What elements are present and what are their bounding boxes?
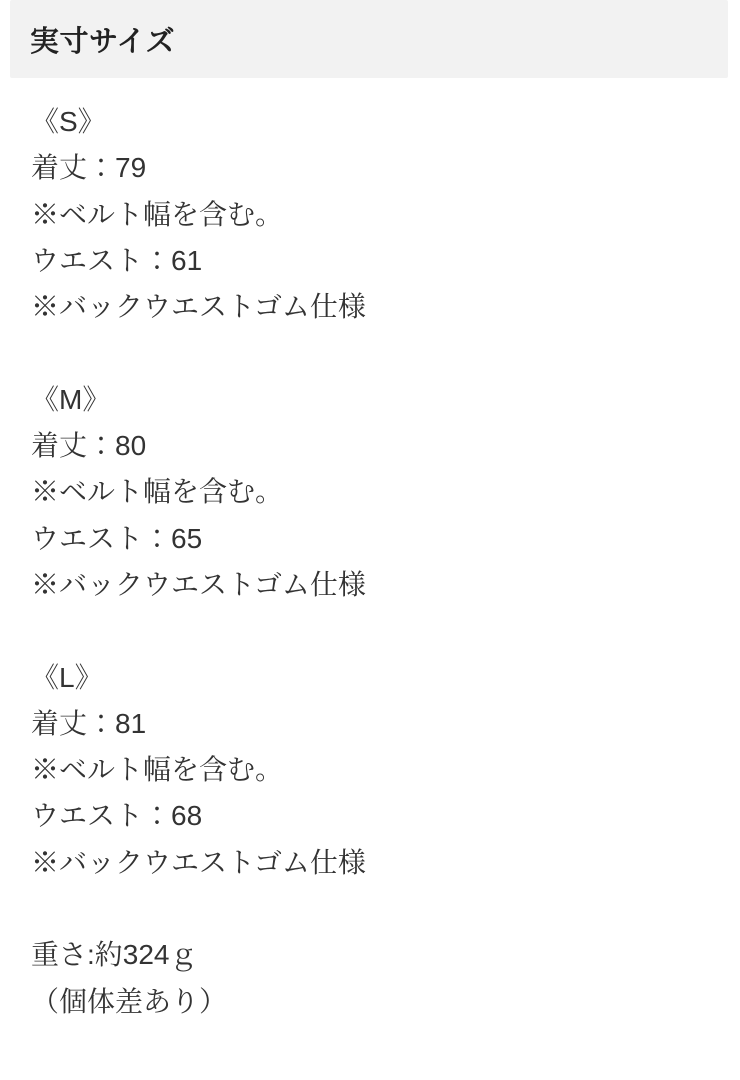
length-line: 着丈：79 bbox=[31, 152, 147, 184]
size-block-l bbox=[31, 655, 720, 886]
weight-note-line: （個体差あり） bbox=[31, 985, 228, 1017]
length-line: 着丈：81 bbox=[31, 707, 147, 739]
length-note-line: ※ベルト幅を含む。 bbox=[31, 754, 284, 786]
section-title: 実寸サイズ bbox=[30, 25, 176, 58]
waist-note-line: ※バックウエストゴム仕様 bbox=[31, 291, 366, 323]
size-heading: 《M》 bbox=[31, 383, 111, 415]
size-heading: 《L》 bbox=[31, 661, 103, 693]
weight-block bbox=[31, 932, 720, 1025]
size-block-m bbox=[31, 377, 720, 608]
length-line: 着丈：80 bbox=[31, 430, 147, 462]
waist-line: ウエスト：65 bbox=[31, 522, 203, 554]
waist-line: ウエスト：61 bbox=[31, 244, 203, 276]
section-header-bar bbox=[10, 0, 728, 78]
size-heading: 《S》 bbox=[31, 106, 106, 137]
length-note-line: ※ベルト幅を含む。 bbox=[31, 198, 284, 230]
waist-note-line: ※バックウエストゴム仕様 bbox=[31, 568, 366, 600]
length-note-line: ※ベルト幅を含む。 bbox=[31, 476, 284, 508]
weight-line: 重さ:約324ｇ bbox=[31, 939, 198, 971]
waist-note-line: ※バックウエストゴム仕様 bbox=[31, 846, 366, 878]
size-spec-content bbox=[0, 78, 740, 1025]
waist-line: ウエスト：68 bbox=[31, 800, 203, 832]
size-block-s bbox=[31, 99, 720, 330]
